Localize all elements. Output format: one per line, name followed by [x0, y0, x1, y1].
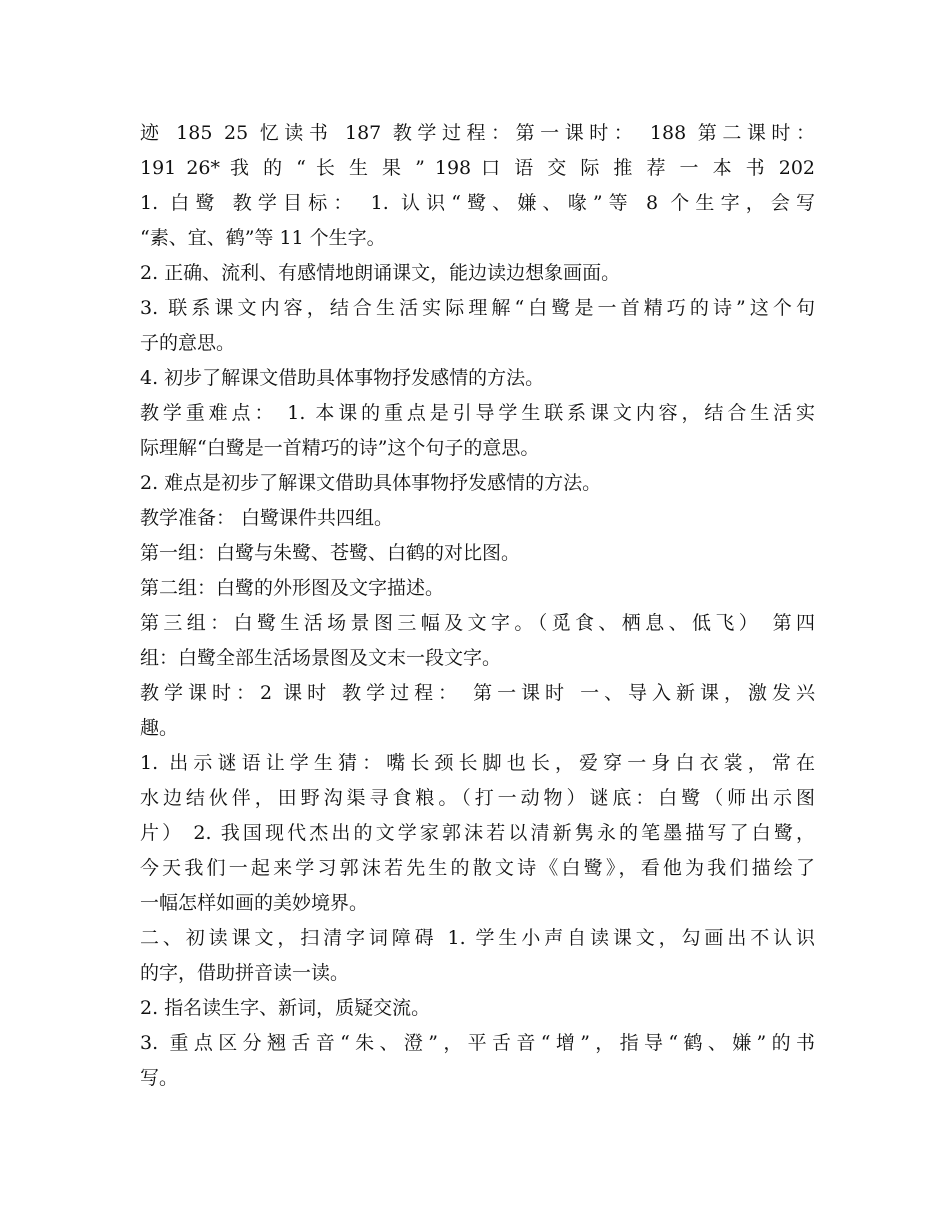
- text-line: 教学准备： 白鹭课件共四组。: [140, 507, 394, 529]
- text-line: 2. 难点是初步了解课文借助具体事物抒发感情的方法。: [140, 472, 602, 494]
- text-line: 第三组：白鹭生活场景图三幅及文字。（觅食、栖息、低飞） 第四: [140, 612, 815, 634]
- text-line: 水边结伙伴，田野沟渠寻食粮。（打一动物）谜底：白鹭（师出示图: [140, 787, 815, 809]
- text-line: 3. 联系课文内容，结合生活实际理解“白鹭是一首精巧的诗”这个句: [140, 297, 815, 319]
- text-line: 子的意思。: [140, 332, 236, 354]
- text-line: 趣。: [140, 717, 179, 739]
- text-line: 3. 重点区分翘舌音“朱、澄”，平舌音“增”，指导“鹤、嫌”的书: [140, 1032, 815, 1054]
- text-line: 的字，借助拼音读一读。: [140, 962, 350, 984]
- text-line: 第二组：白鹭的外形图及文字描述。: [140, 577, 445, 599]
- text-line: 组：白鹭全部生活场景图及文末一段文字。: [140, 647, 502, 669]
- text-line: 教学课时：2 课时 教学过程： 第一课时 一、导入新课，激发兴: [140, 682, 815, 704]
- text-line: 教学重难点： 1. 本课的重点是引导学生联系课文内容，结合生活实: [140, 402, 815, 424]
- text-line: 今天我们一起来学习郭沫若先生的散文诗《白鹭》，看他为我们描绘了: [140, 857, 815, 879]
- text-line: 际理解“白鹭是一首精巧的诗”这个句子的意思。: [140, 437, 540, 459]
- text-line: 1. 白鹭 教学目标： 1. 认识“鹭、嫌、喙”等 8 个生字，会写: [140, 192, 815, 214]
- text-line: 2. 正确、流利、有感情地朗诵课文，能边读边想象画面。: [140, 262, 621, 284]
- text-line: 片） 2. 我国现代杰出的文学家郭沫若以清新隽永的笔墨描写了白鹭，: [140, 822, 815, 844]
- text-line: 1. 出示谜语让学生猜：嘴长颈长脚也长，爱穿一身白衣裳，常在: [140, 752, 815, 774]
- text-line: 写。: [140, 1067, 179, 1089]
- text-line: 第一组：白鹭与朱鹭、苍鹭、白鹤的对比图。: [140, 542, 521, 564]
- text-line: 二、初读课文，扫清字词障碍 1. 学生小声自读课文，勾画出不认识: [140, 927, 815, 949]
- text-line: 2. 指名读生字、新词，质疑交流。: [140, 997, 431, 1019]
- text-line: 4. 初步了解课文借助具体事物抒发感情的方法。: [140, 367, 545, 389]
- text-line: “素、宜、鹤”等 11 个生字。: [140, 227, 386, 249]
- text-line: 191 26* 我 的 “ 长 生 果 ” 198 口 语 交 际 推 荐 一 本 书 202: [140, 157, 815, 179]
- text-line: 迹 185 25 忆读书 187 教学过程：第一课时： 188 第二课时：: [140, 122, 815, 144]
- document-body: [140, 116, 815, 1096]
- text-line: 一幅怎样如画的美妙境界。: [140, 892, 369, 914]
